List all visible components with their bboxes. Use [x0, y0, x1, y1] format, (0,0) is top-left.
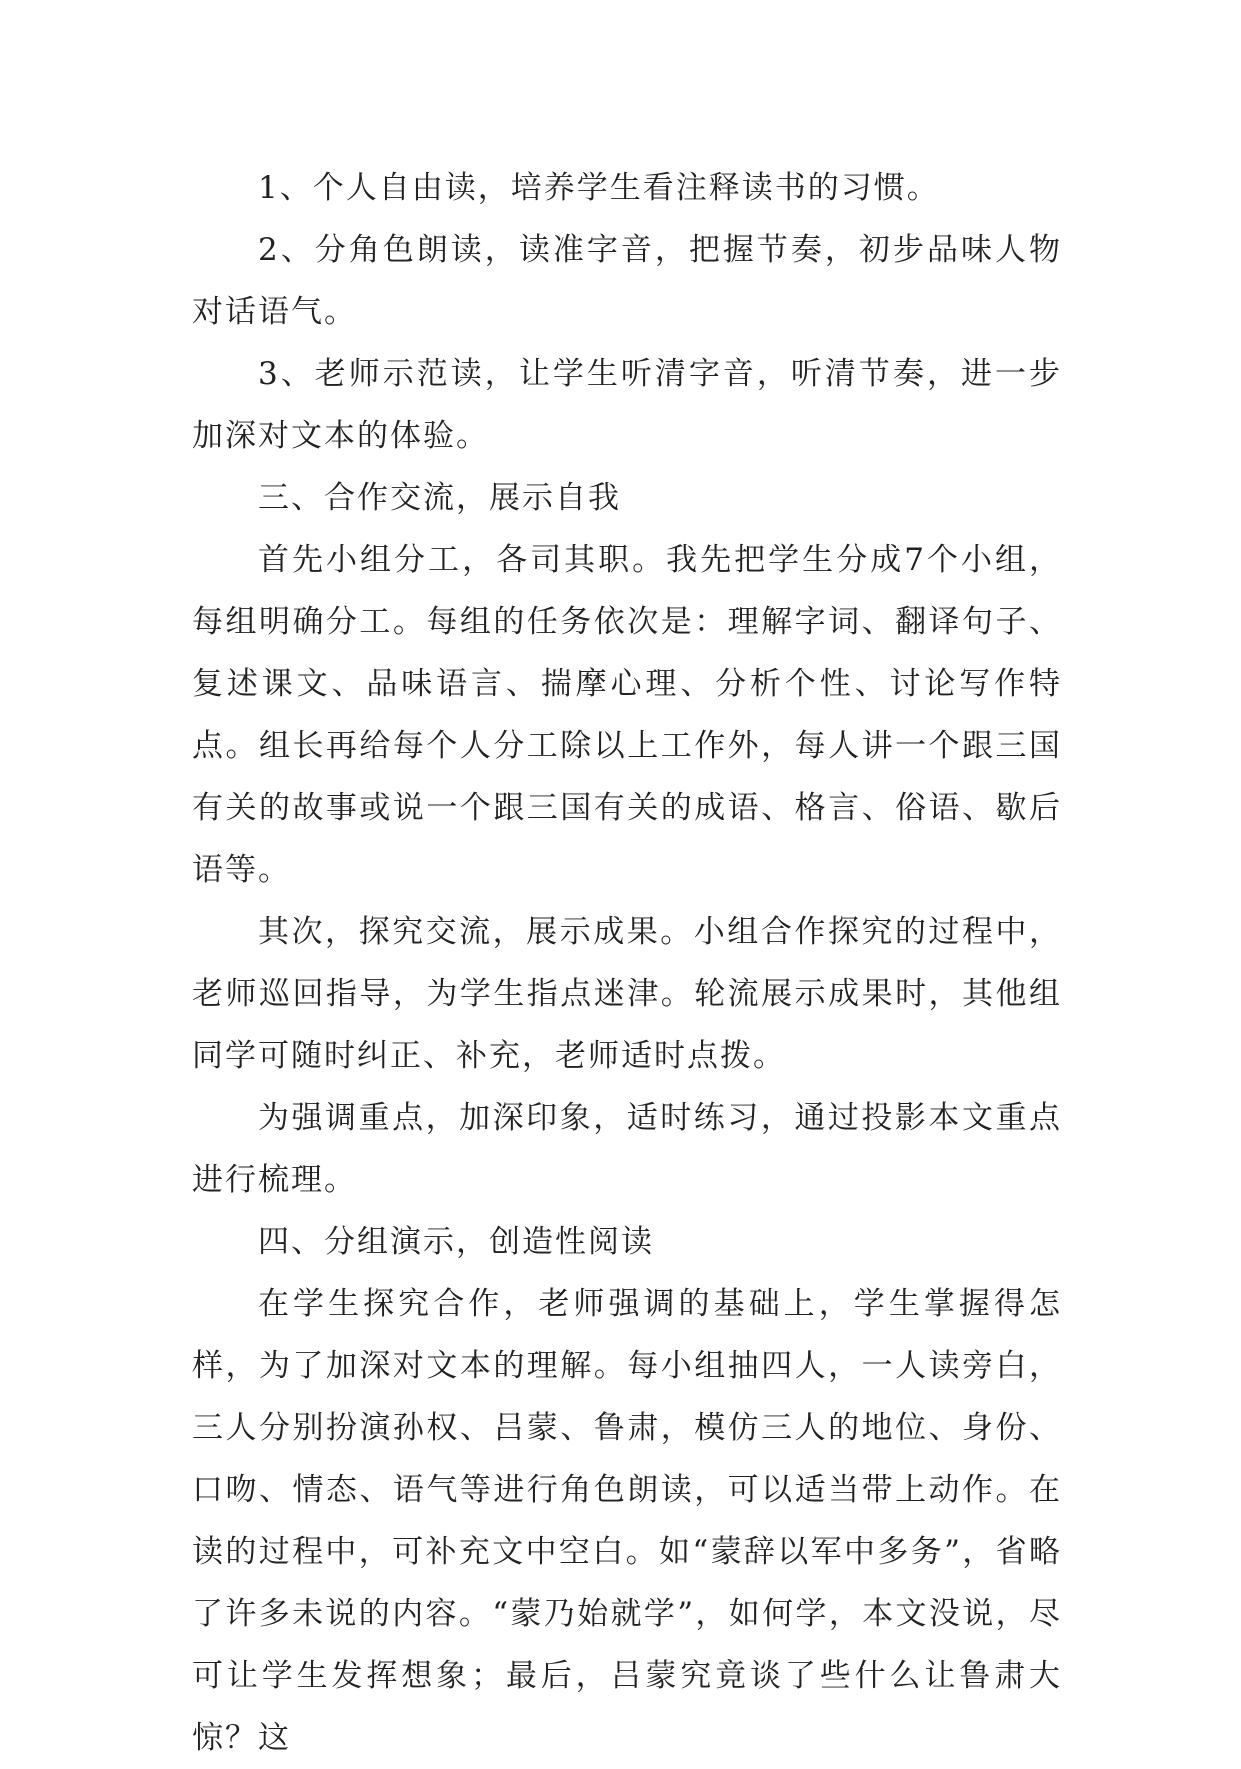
section-heading-4: 四、分组演示，创造性阅读	[258, 1224, 654, 1260]
section-heading-3: 三、合作交流，展示自我	[258, 480, 621, 516]
paragraph-creative-reading: 在学生探究合作，老师强调的基础上，学生掌握得怎样，为了加深对文本的理解。每小组抽四人，一人读旁白，三人分别扮演孙权、吕蒙、鲁肃，模仿三人的地位、身份、口吻、情态、语气等进行角色朗读，可以适当带上动作。在读的过程中，可补充文中空白。如“蒙辞以军中多务”，省略了许多未说的内容。“蒙乃始就学”，如何学，本文没说，尽可让学生发挥想象；最后，吕蒙究竟谈了些什么让鲁肃大惊？这	[192, 1286, 1062, 1756]
body-text	[192, 157, 1062, 1769]
paragraph-emphasis: 为强调重点，加深印象，适时练习，通过投影本文重点进行梳理。	[192, 1100, 1062, 1198]
paragraph-step-2: 2、分角色朗读，读准字音，把握节奏，初步品味人物对话语气。	[192, 232, 1062, 330]
paragraph-step-1: 1、个人自由读，培养学生看注释读书的习惯。	[258, 170, 940, 206]
paragraph-group-division: 首先小组分工，各司其职。我先把学生分成7个小组，每组明确分工。每组的任务依次是：理解字词、翻译句子、复述课文、品味语言、揣摩心理、分析个性、讨论写作特点。组长再给每个人分工除以上工作外，每人讲一个跟三国有关的故事或说一个跟三国有关的成语、格言、俗语、歇后语等。	[192, 542, 1062, 888]
paragraph-step-3: 3、老师示范读，让学生听清字音，听清节奏，进一步加深对文本的体验。	[192, 356, 1062, 454]
paragraph-exploration: 其次，探究交流，展示成果。小组合作探究的过程中，老师巡回指导，为学生指点迷津。轮流展示成果时，其他组同学可随时纠正、补充，老师适时点拨。	[192, 914, 1062, 1074]
